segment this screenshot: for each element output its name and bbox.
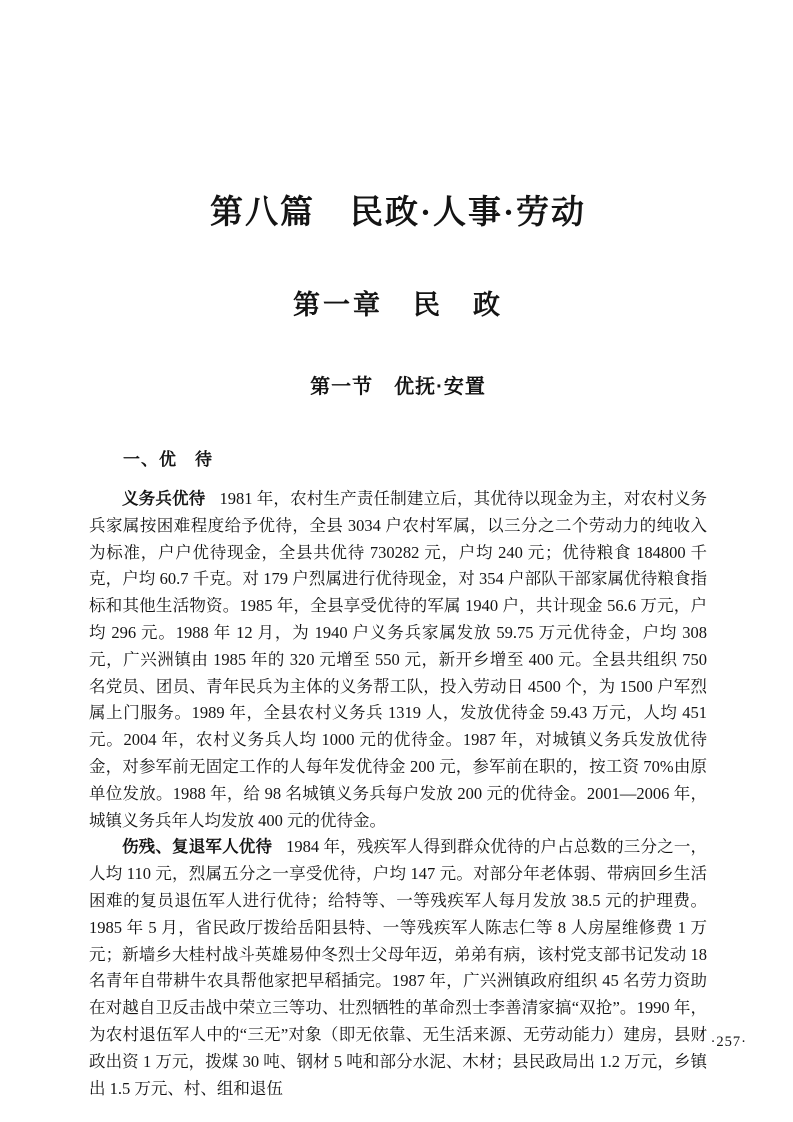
section-title: 第一节 优抚·安置 [310,376,486,398]
paragraph-body: 1984 年，残疾军人得到群众优待的户占总数的三分之一，人均 110 元，烈属五分之一享受优待，户均 147 元。对部分年老体弱、带病回乡生活困难的复员退伍军人进行优待；给特等、一等残疾军人每月发放 38.5 元的护理费。1985 年 5 月，省民政厅拨给岳阳县特、一等残疾军人陈志仁等 8 人房屋维修费 1 万元；新墙乡大桂村战斗英雄易仲冬烈士父母年迈，弟弟有病，该村党支部书记发动 18 名青年自带耕牛农具帮他家把早稻插完。1987 年，广兴洲镇政府组织 45 名劳力资助在对越自卫反击战中荣立三等功、壮烈牺牲的革命烈士李善清家搞“双抢”。1990 年，为农村退伍军人中的“三无”对象（即无依靠、无生活来源、无劳动能力）建房，县财政出资 1 万元，拨煤 30 吨、钢材 5 吨和部分水泥、木材；县民政局出 1.2 万元，乡镇出 1.5 万元、村、组和退伍 [89,837,708,1098]
part-title: 第八篇 民政·人事·劳动 [209,195,586,231]
subsection-title: 一、优 待 [123,450,213,469]
paragraph-lead: 伤残、复退军人优待 [122,838,273,857]
page-content [0,186,793,1102]
paragraph-lead: 义务兵优待 [122,490,206,508]
paragraph [89,834,707,1102]
chapter-title: 第一章 民 政 [293,290,503,320]
paragraph [89,486,707,834]
page-number: ·257· [710,1034,747,1050]
paragraph-body: 1981 年，农村生产责任制建立后，其优待以现金为主，对农村义务兵家属按困难程度给予优待，全县 3034 户农村军属，以三分之二个劳动力的纯收入为标准，户户优待现金，全县共优待 730282 元，户均 240 元；优待粮食 184800 千克，户均 60.7 千克。对 179 户烈属进行优待现金，对 354 户部队干部家属优待粮食指标和其他生活物资。1985 年，全县享受优待的军属 1940 户，共计现金 56.6 万元，户均 296 元。1988 年 12 月，为 1940 户义务兵家属发放 59.75 万元优待金，户均 308 元，广兴洲镇由 1985 年的 320 元增至 550 元，新开乡增至 400 元。全县共组织 750 名党员、团员、青年民兵为主体的义务帮工队，投入劳动日 4500 个，为 1500 户军烈属上门服务。1989 年，全县农村义务兵 1319 人，发放优待金 59.43 万元，人均 451 元。2004 年，农村义务兵人均 1000 元的优待金。1987 年，对城镇义务兵发放优待金，对参军前无固定工作的人每年发优待金 200 元，参军前在职的，按工资 70%由原单位发放。1988 年，给 98 名城镇义务兵每户发放 200 元的优待金。2001—2006 年，城镇义务兵年人均发放 400 元的优待金。 [89,489,708,830]
